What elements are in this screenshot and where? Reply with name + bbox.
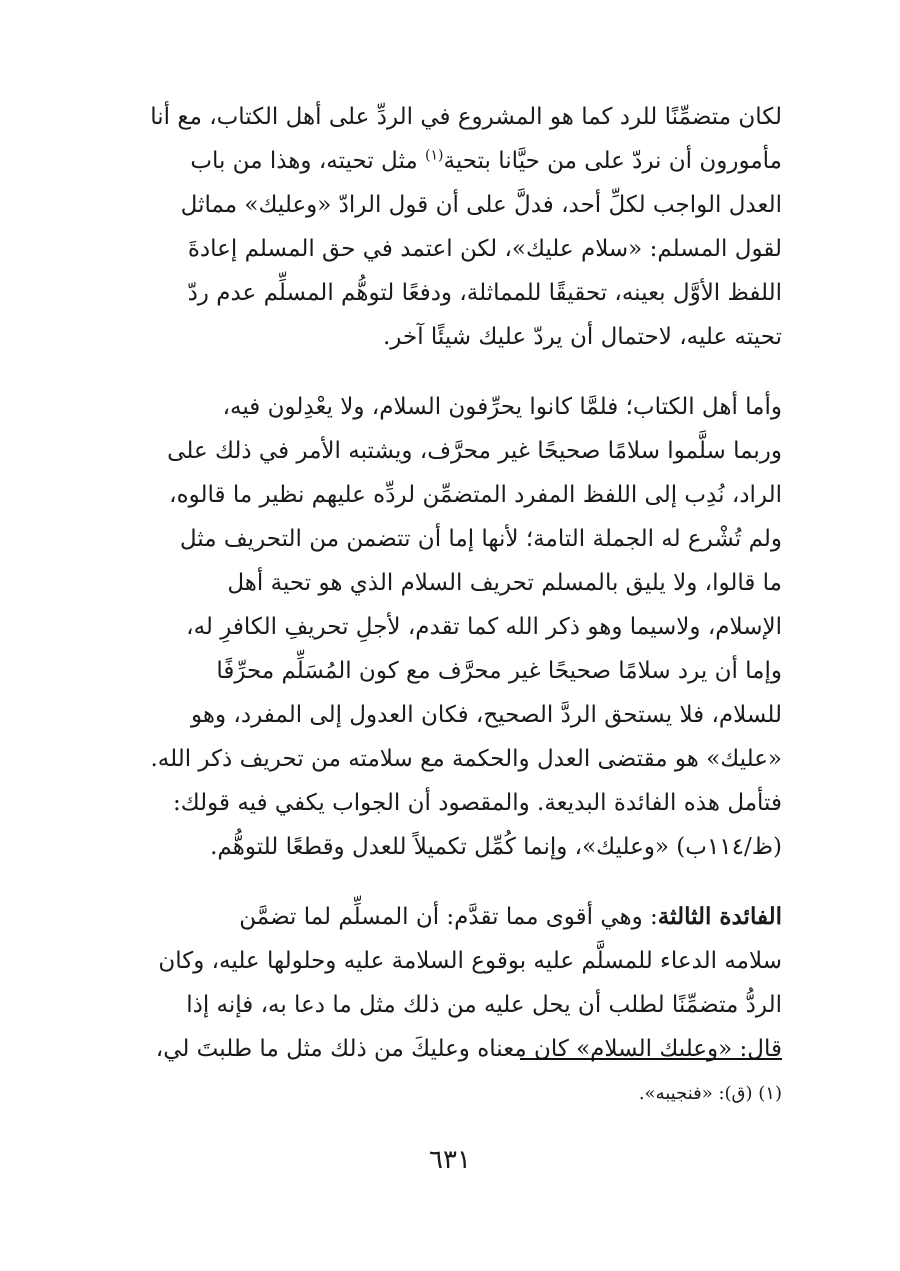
text-line: سلامه الدعاء للمسلَّم عليه بوقوع السلامة عليه وحلولها عليه، وكان (158, 948, 782, 974)
text-line: (ظ/١١٤ب) «وعليك»، وإنما كُمِّل تكميلاً للعدل وقطعًا للتوهُّم. (210, 834, 782, 860)
text-segment: : وهي أقوى مما تقدَّم: أن المسلِّم لما تضمَّن (239, 904, 658, 930)
text-line: الإسلام، ولاسيما وهو ذكر الله كما تقدم، لأجلِ تحريفِ الكافرِ له، (186, 614, 782, 640)
footnote-marker: (١) (425, 147, 444, 164)
text-line (118, 895, 782, 939)
text-line: ما قالوا، ولا يليق بالمسلم تحريف السلام الذي هو تحية أهل (227, 570, 782, 596)
text-line: وربما سلَّموا سلامًا صحيحًا غير محرَّف، ويشتبه الأمر في ذلك على (167, 438, 782, 464)
text-line: لكان متضمِّنًا للرد كما هو المشروع في الردِّ على أهل الكتاب، مع أنا (150, 104, 782, 130)
text-line: الردُّ متضمِّنًا لطلب أن يحل عليه من ذلك مثل ما دعا به، فإنه إذا (186, 992, 782, 1018)
text-line: للسلام، فلا يستحق الردَّ الصحيح، فكان العدول إلى المفرد، وهو (190, 702, 782, 728)
text-line: الراد، نُدِب إلى اللفظ المفرد المتضمِّن لردِّه عليهم نظير ما قالوه، (169, 482, 782, 508)
text-line: قال: «وعليك السلام» كان معناه وعليكَ من ذلك مثل ما طلبتَ لي، (155, 1036, 782, 1062)
text-line: فتأمل هذه الفائدة البديعة. والمقصود أن الجواب يكفي فيه قولك: (173, 790, 782, 816)
text-segment: مأمورون أن نردّ على من حيَّانا بتحية (443, 148, 782, 174)
text-line: ولم تُشْرع له الجملة التامة؛ لأنها إما أن تتضمن من التحريف مثل (179, 526, 782, 552)
text-line: وإما أن يرد سلامًا صحيحًا غير محرَّف مع كون المُسَلِّم محرِّفًا (216, 658, 782, 684)
text-line: لقول المسلم: «سلام عليك»، لكن اعتمد في حق المسلم إعادةَ (187, 236, 782, 262)
paragraph-2 (118, 385, 782, 869)
footnote: (١) (ق): «فنجيبه». (638, 1083, 782, 1104)
paragraph-3 (118, 895, 782, 1071)
text-segment: مثل تحيته، وهذا من باب (190, 148, 426, 174)
paragraph-1 (118, 95, 782, 359)
text-line: «عليك» هو مقتضى العدل والحكمة مع سلامته من تحريف ذكر الله. (150, 746, 782, 772)
page-number: ٦٣١ (429, 1145, 471, 1175)
text-line: وأما أهل الكتاب؛ فلمَّا كانوا يحرِّفون السلام، ولا يعْدِلون فيه، (222, 394, 782, 420)
text-line: العدل الواجب لكلِّ أحد، فدلَّ على أن قول الرادّ «وعليك» مماثل (180, 192, 782, 218)
page-body (118, 95, 782, 1071)
text-line: تحيته عليه، لاحتمال أن يردّ عليك شيئًا آخر. (382, 324, 782, 350)
text-line: اللفظ الأوَّل بعينه، تحقيقًا للمماثلة، ودفعًا لتوهُّم المسلِّم عدم ردّ (187, 280, 782, 306)
footnote-divider (520, 1058, 782, 1060)
section-heading: الفائدة الثالثة (657, 903, 782, 930)
text-line (118, 139, 782, 183)
